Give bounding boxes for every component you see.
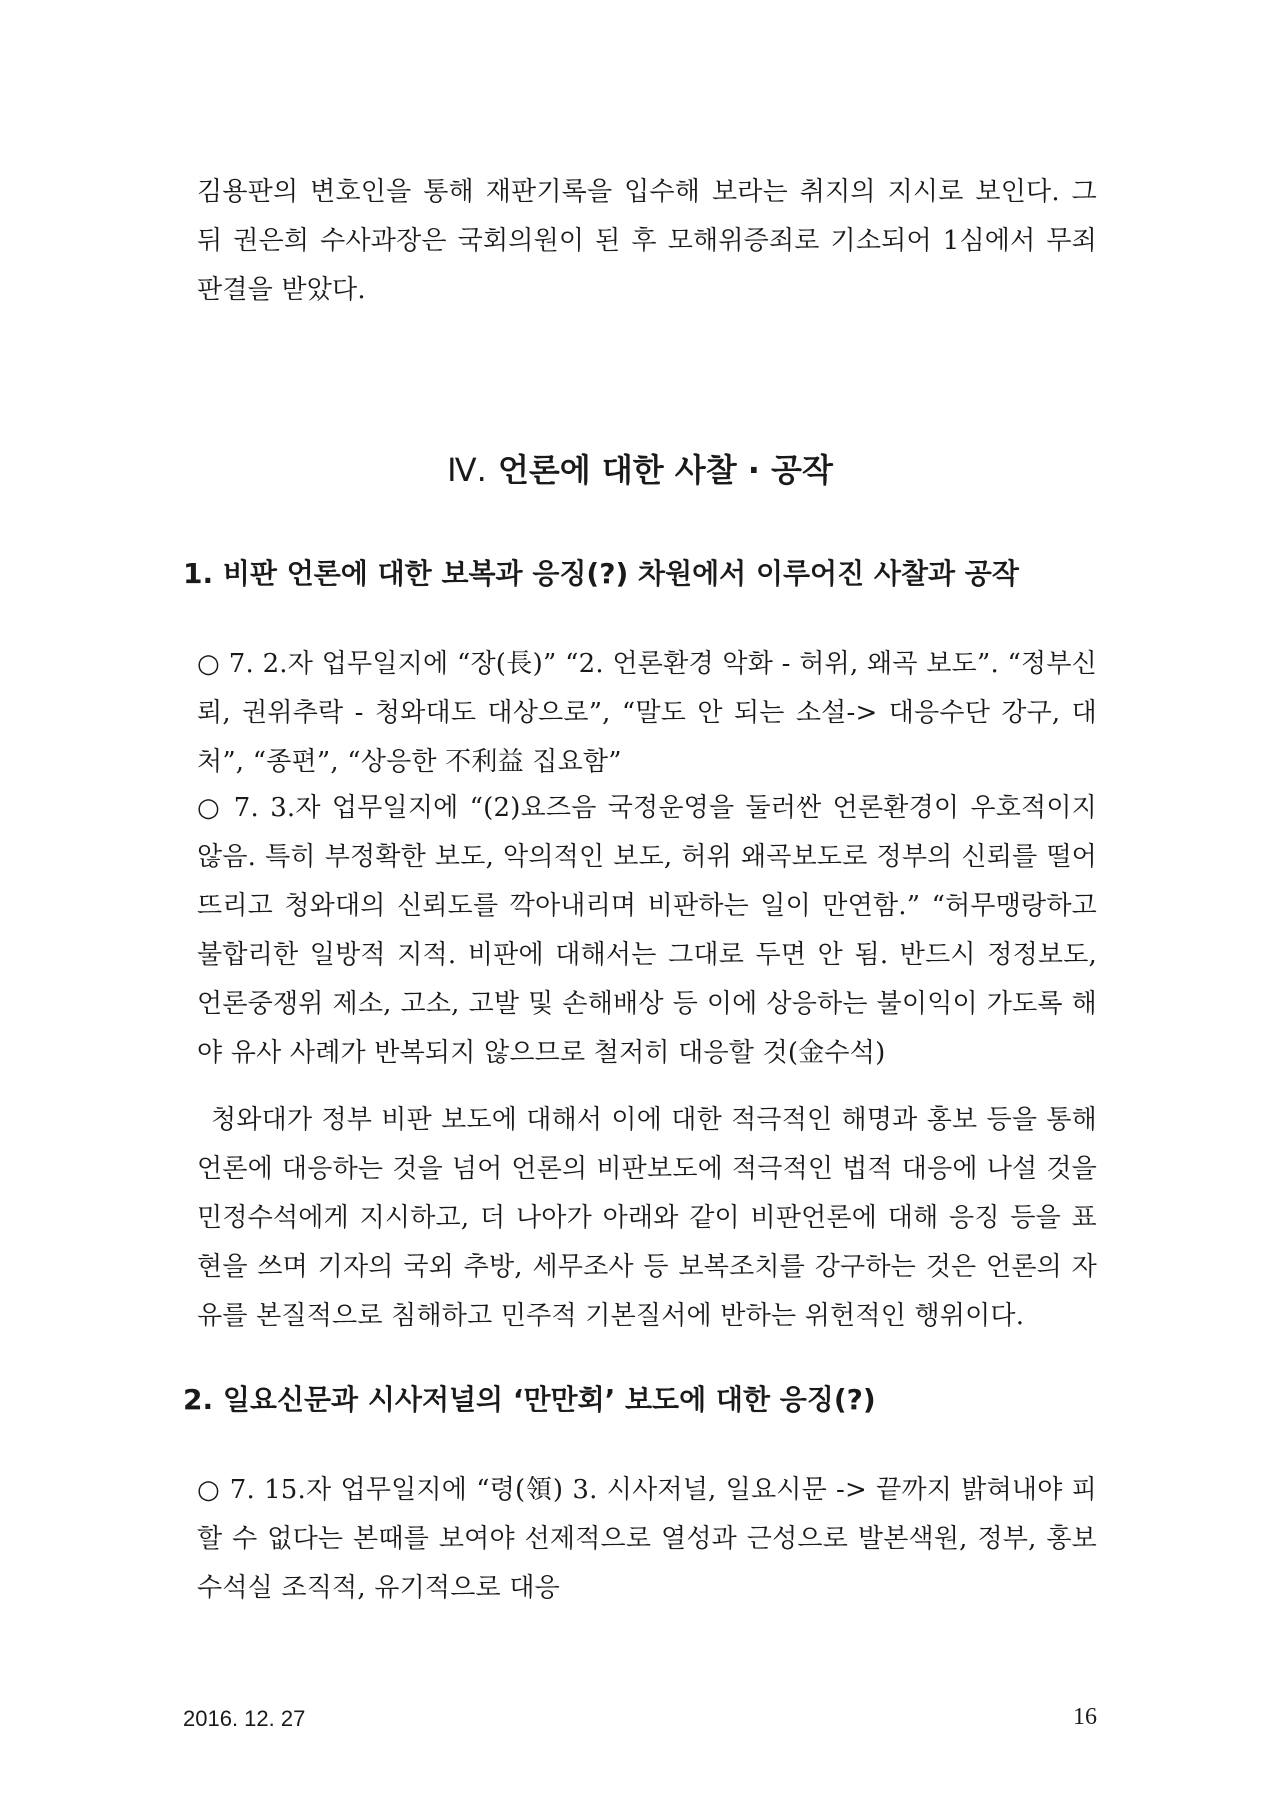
section-1-bullet-2: ○ 7. 3.자 업무일지에 “(2)요즈음 국정운영을 둘러싼 언론환경이 우호적이지 않음. 특히 부정확한 보도, 악의적인 보도, 허위 왜곡보도로 정부의 신뢰를 떨어뜨리고 청와대의 신뢰도를 깍아내리며 비판하는 일이 만연함.” “허무맹랑하고 불합리한 일방적 지적. 비판에 대해서는 그대로 두면 안 됨. 반드시 정정보도, 언론중쟁위 제소, 고소, 고발 및 손해배상 등 이에 상응하는 불이익이 가도록 해야 유사 사례가 반복되지 않으므로 철저히 대응할 것(金수석) (197, 793, 1097, 1068)
section-2-bullet-1: ○ 7. 15.자 업무일지에 “령(領) 3. 시사저널, 일요시문 -> 끝까지 밝혀내야 피할 수 없다는 본때를 보여야 선제적으로 열성과 근성으로 발본색원, 정부, 홍보수석실 조직적, 유기적으로 대응 (197, 1475, 1097, 1603)
section-1-heading: 1. 비판 언론에 대한 보복과 응징(?) 차원에서 이루어진 사찰과 공작 (183, 557, 1019, 590)
chapter-numeral: Ⅳ. (447, 451, 487, 489)
section-1-bullet-1: ○ 7. 2.자 업무일지에 “장(長)” “2. 언론환경 악화 - 허위, 왜곡 보도”. “정부신뢰, 권위추락 - 청와대도 대상으로”, “말도 안 되는 소설-> 대응수단 강구, 대처”, “종편”, “상응한 不利益 집요함” (197, 649, 1097, 777)
chapter-heading (0, 445, 1280, 491)
intro-paragraph: 김용판의 변호인을 통해 재판기록을 입수해 보라는 취지의 지시로 보인다. 그 뒤 권은희 수사과장은 국회의원이 된 후 모해위증죄로 기소되어 1심에서 무죄판결을 받았다. (197, 177, 1097, 305)
page-number: 16 (1073, 1704, 1097, 1730)
section-1-analysis-paragraph: 청와대가 정부 비판 보도에 대해서 이에 대한 적극적인 해명과 홍보 등을 통해 언론에 대응하는 것을 넘어 언론의 비판보도에 적극적인 법적 대응에 나설 것을 민정수석에게 지시하고, 더 나아가 아래와 같이 비판언론에 대해 응징 등을 표현을 쓰며 기자의 국외 추방, 세무조사 등 보복조치를 강구하는 것은 언론의 자유를 본질적으로 침해하고 민주적 기본질서에 반하는 위헌적인 행위이다. (197, 1105, 1097, 1331)
footer-date: 2016. 12. 27 (183, 1706, 306, 1731)
section-2-heading: 2. 일요신문과 시사저널의 ‘만만회’ 보도에 대한 응징(?) (183, 1383, 876, 1416)
chapter-title-text: 언론에 대한 사찰 · 공작 (497, 451, 833, 489)
